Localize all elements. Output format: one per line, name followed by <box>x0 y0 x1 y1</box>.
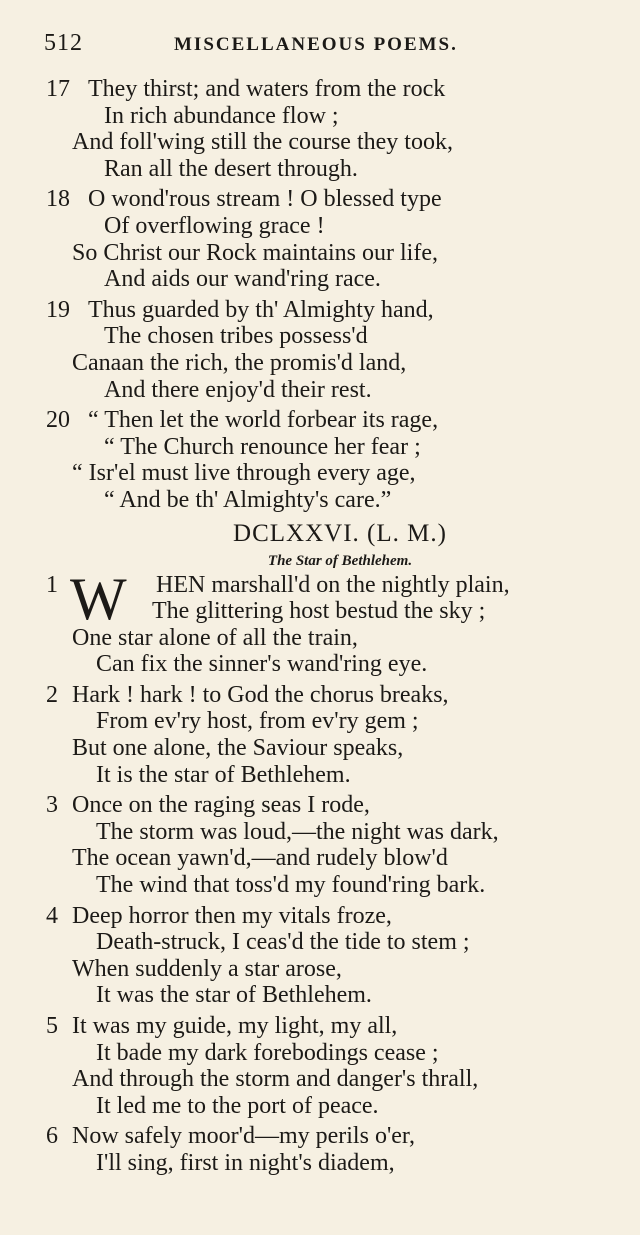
verse-line: From ev'ry host, from ev'ry gem ; <box>96 708 419 735</box>
verse-line: The glittering host bestud the sky ; <box>152 598 486 625</box>
verse-line: The ocean yawn'd,—and rudely blow'd <box>72 845 448 872</box>
page-body <box>0 76 640 1181</box>
stanza-20 <box>0 407 640 513</box>
stanza-number: 17 <box>46 76 70 102</box>
stanza-number: 18 <box>46 186 70 213</box>
page-header <box>44 30 604 64</box>
verse-line: In rich abundance flow ; <box>104 102 339 129</box>
verse-line: They thirst; and waters from the rock <box>88 76 446 102</box>
stanza-number: 3 <box>46 792 58 819</box>
verse-line: The storm was loud,—the night was dark, <box>96 818 499 845</box>
stanzas-bottom <box>0 682 640 1177</box>
verse-line: Canaan the rich, the promis'd land, <box>72 349 407 376</box>
running-title: MISCELLANEOUS POEMS. <box>174 34 458 55</box>
verse-line: It led me to the port of peace. <box>96 1092 379 1119</box>
verse-line: Once on the raging seas I rode, <box>72 792 370 819</box>
verse-line: I'll sing, first in night's diadem, <box>96 1149 395 1176</box>
verse-line: It was my guide, my light, my all, <box>72 1013 398 1039</box>
stanza-6 <box>0 1123 640 1176</box>
verse-line: Ran all the desert through. <box>104 155 358 182</box>
verse-line: HEN marshall'd on the nightly plain, <box>156 571 510 598</box>
verse-line: When suddenly a star arose, <box>72 955 342 982</box>
verse-line: Deep horror then my vitals froze, <box>72 902 392 929</box>
verse-line: O wond'rous stream ! O blessed type <box>88 186 442 213</box>
verse-line: One star alone of all the train, <box>72 624 358 651</box>
verse-line: So Christ our Rock maintains our life, <box>72 239 438 266</box>
verse-line: And through the storm and danger's thrall, <box>72 1066 479 1093</box>
verse-line: “ The Church renounce her fear ; <box>104 433 421 460</box>
stanza-number: 20 <box>46 407 70 434</box>
stanza-18 <box>0 186 640 292</box>
verse-line: “ And be th' Almighty's care.” <box>104 486 392 513</box>
stanza-4 <box>0 903 640 1009</box>
verse-line: Of overflowing grace ! <box>104 212 325 239</box>
hymn-subtitle: The Star of Bethlehem. <box>267 552 413 569</box>
verse-line: Hark ! hark ! to God the chorus breaks, <box>72 681 449 708</box>
stanza-5 <box>0 1013 640 1119</box>
verse-line: Can fix the sinner's wand'ring eye. <box>96 651 428 678</box>
verse-line: Death-struck, I ceas'd the tide to stem ; <box>96 929 470 956</box>
verse-line: It bade my dark forebodings cease ; <box>96 1039 439 1066</box>
stanza-3 <box>0 792 640 898</box>
stanza-19 <box>0 297 640 403</box>
verse-line: Thus guarded by th' Almighty hand, <box>88 296 434 323</box>
drop-cap: W <box>70 565 127 632</box>
verse-line: And there enjoy'd their rest. <box>104 376 372 403</box>
verse-line: “ Then let the world forbear its rage, <box>88 407 439 434</box>
hymn-heading: DCLXXVI. (L. M.) <box>233 519 447 547</box>
verse-line: “ Isr'el must live through every age, <box>72 460 416 487</box>
verse-line: The wind that toss'd my found'ring bark. <box>96 872 486 899</box>
stanza-number: 5 <box>46 1013 58 1039</box>
stanza-number: 2 <box>46 681 58 708</box>
stanza-number: 19 <box>46 296 70 323</box>
verse-line: It was the star of Bethlehem. <box>96 982 372 1009</box>
page-number: 512 <box>44 30 83 56</box>
verse-line: But one alone, the Saviour speaks, <box>72 735 404 762</box>
verse-line: And foll'wing still the course they took, <box>72 129 453 156</box>
stanza-number: 6 <box>46 1123 58 1150</box>
stanza-1 <box>0 565 640 678</box>
verse-line: The chosen tribes possess'd <box>104 323 368 350</box>
stanza-number: 4 <box>46 902 58 929</box>
stanza-2 <box>0 682 640 788</box>
verse-line: Now safely moor'd—my perils o'er, <box>72 1123 415 1150</box>
stanzas-top <box>0 76 640 514</box>
verse-line: And aids our wand'ring race. <box>104 266 381 293</box>
stanza-17 <box>0 76 640 182</box>
verse-line: It is the star of Bethlehem. <box>96 761 351 788</box>
stanza-number: 1 <box>46 571 58 598</box>
